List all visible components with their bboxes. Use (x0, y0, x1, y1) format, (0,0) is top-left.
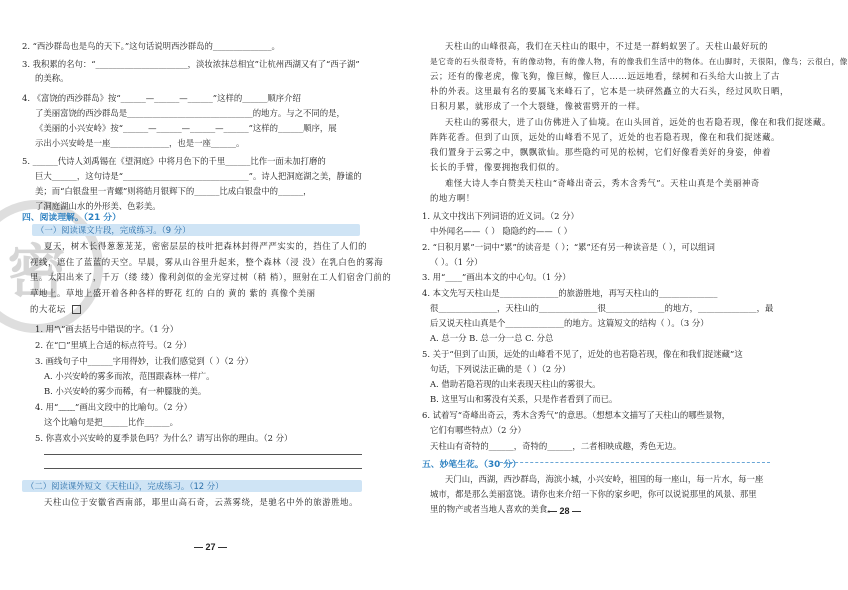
passage-line: 长长的手臂，像要拥抱我们似的。 (430, 162, 565, 172)
q3: 3. 用“____”画出本文的中心句。（1 分） (422, 272, 571, 282)
q4-options: A. 总一分 B. 总一分一总 C. 分总 (430, 333, 554, 343)
writing-prompt: 天门山，西湖，西沙群岛，海滨小城，小兴安岭，祖国的每一座山，每一片水，每一座 (445, 474, 764, 484)
reading-band-1 (32, 224, 360, 236)
reading-question-5: 5. 你喜欢小兴安岭的夏季景色吗？为什么？请写出你的理由。（2 分） (35, 433, 293, 443)
q6: 6. 试着写“奇峰出奇云，秀木含秀气”的意思。（想想本文描写了天柱山的哪些景物， (422, 410, 731, 420)
q1-answers: 中外闻名——（ ） 隐隐约约——（ ） (430, 226, 572, 236)
passage-line: 天柱山的山峰很高，我们在天柱山的眼中，不过是一群蚂蚁罢了。天柱山最好玩的 (445, 41, 769, 51)
fill-question-3-cont: 的美称。 (35, 73, 69, 83)
fill-question-4-cont2: 《美丽的小兴安岭》按“______—______—______—______”这样的______顺序，展 (35, 123, 337, 133)
fill-question-4-cont1: 了美丽富饶的西沙群岛是______________________________的地方。与之不同的是， (35, 108, 345, 118)
page-number: — 27 — (194, 542, 228, 552)
passage-line: 我们置身于云雾之中，飘飘欲仙。那些隐约可见的松树，它们好像看美好的身姿，伸着 (430, 147, 772, 157)
passage-line: 朴的外表。这里最有名的要属飞来峰石了，它本是一块砰然矗立的大石头，经过风吹日晒， (430, 86, 789, 96)
reading-question-3: 3. 画线句子中______字用得妙，让我们感觉到（ ）（2 分） (35, 356, 254, 366)
q1: 1. 从文中找出下列词语的近义词。（2 分） (422, 211, 579, 221)
passage-line: 草地上。草地上盛开着各种各样的野花 红的 白的 黄的 紫的 真像个美丽 (30, 288, 316, 298)
passage-line: 里。太阳出来了，千万（缕 缕）像利剑似的金光穿过树（稍 梢），照射在工人们宿舍门前的 (30, 272, 392, 282)
passage-line: 阵阵花香。但到了山顶，远处的山峰看不见了，近处的也若隐若现，像在和我们捉迷藏。 (430, 132, 781, 142)
q5: 5. 关于“但到了山顶，远处的山峰看不见了，近处的也若隐若现，像在和我们捉迷藏”这 (422, 349, 743, 359)
fill-question-2: 2. “西沙群岛也是鸟的天下。”这句话说明西沙群岛的______________。 (22, 41, 280, 51)
passage-line: 难怪大诗人李白赞美天柱山“奇峰出奇云，秀木含秀气”。天柱山真是个美丽神奇 (445, 178, 760, 188)
reading-band-2 (22, 480, 362, 492)
writing-prompt: 城市，都是那么美丽富饶。请你也来介绍一下你的家乡吧，你可以说说那里的风景、那里 (430, 489, 757, 499)
option-b: B. 这里写山和雾没有关系，只是作者看到了而已。 (430, 394, 618, 404)
section-4-heading: 四、阅读理解。（21 分） (22, 213, 121, 223)
fill-question-5-cont1: 巨大______，这句诗是“______________________________”。诗人把洞庭湖之美，静谧的 (35, 171, 362, 181)
q6-answer: 天柱山有奇特的______，奇特的______，二者相映成趣，秀色无边。 (430, 441, 682, 451)
option-a: A. 小兴安岭的雾多而浓，范围跟森林一样广。 (44, 371, 215, 381)
reading-band-2-title: （二）阅读课外短文《天柱山》，完成练习。（12 分） (26, 481, 224, 491)
passage-line: 天柱山位于安徽省西南部，耶里山高石奇，云蒸雾绕，是驰名中外的旅游胜地。 (44, 497, 359, 507)
q6-cont: 它们有哪些特点）（2 分） (430, 425, 526, 435)
fill-question-5-cont3: 了洞庭湖山水的外形美、色彩美。 (35, 201, 161, 211)
reading-question-4-cont: 这个比喻句是把______比作______。 (44, 417, 178, 427)
q2-cont: （ ）。（1 分） (430, 257, 483, 267)
fill-question-4: 4. 《富饶的西沙群岛》按“______—______—______”这样的______顺序介绍 (22, 93, 301, 103)
q5-cont: 句话，下列说法正确的是（ ）（2 分） (430, 364, 571, 374)
right-page (400, 0, 848, 590)
passage-line: 天柱山的雾很大，进了山仿佛进入了仙境。在山头回首，远处的也若隐若现，像在和我们捉迷藏。 (445, 117, 831, 127)
left-page (0, 0, 400, 590)
seal-stamp: 密 (0, 200, 103, 333)
passage-line: 的大花坛 (30, 304, 66, 314)
page-number: — 28 — (548, 506, 582, 516)
answer-line[interactable] (44, 468, 362, 469)
passage-line: 日积月累，就形成了一个大裂缝，像被雷劈开的一样。 (430, 101, 646, 111)
reading-question-2: 2. 在“□”里填上合适的标点符号。（2 分） (35, 340, 192, 350)
q2: 2. “日积月累”一词中“累”的读音是（ ）；“累”还有另一种读音是（ ），可以组词 (422, 242, 715, 252)
option-a: A. 借助若隐若现的山来表现天柱山的雾很大。 (430, 379, 601, 389)
fill-question-3: 3. 我积累的名句：“______________________，淡妆浓抹总相宜”让杭州西湖又有了“西子湖” (22, 59, 360, 69)
passage-line: 视线，遮住了蓝蓝的天空。早晨，雾从山谷里升起来，整个森林（浸 没）在乳白色的雾海 (30, 257, 384, 267)
passage-line: 云；还有的像老虎，像飞狗，像巨鲸，像巨人……远远地看，绿树和石头给大山披上了古 (430, 71, 781, 81)
section-divider (500, 462, 770, 463)
fill-question-5: 5. ______代诗人刘禹锡在《望洞庭》中将月色下的千里______比作一面未加打磨的 (22, 156, 326, 166)
section-5-heading: 五、妙笔生花。（30 分） (422, 460, 521, 470)
reading-question-4: 4. 用“﹏﹏”画出文段中的比喻句。（2 分） (35, 402, 193, 412)
punctuation-box[interactable] (72, 305, 81, 314)
writing-prompt: 里的物产或者当地人喜欢的美食。 (430, 504, 556, 514)
option-b: B. 小兴安岭的雾少而稀，有一种朦胧的美。 (44, 386, 207, 396)
q4: 4. 本文先写天柱山是______________的旅游胜地，再写天柱山的______________ (422, 288, 718, 298)
passage-line: 夏天，树木长得葱葱茏茏，密密层层的枝叶把森林封得严严实实的，挡住了人们的 (44, 241, 368, 251)
passage-line: 的地方啊！ (430, 193, 475, 203)
answer-line[interactable] (44, 454, 362, 455)
q4-cont2: 后又说天柱山真是个______________的地方。这篇短文的结构（ ）。（3 分） (430, 318, 709, 328)
fill-question-5-cont2: 美；而“白银盘里一青螺”则将皓月银辉下的______比成白银盘中的______， (35, 186, 312, 196)
reading-band-1-title: （一）阅读课文片段，完成练习。（9 分） (36, 225, 191, 235)
q4-cont1: 很______________，天柱山的______________很______________的地方，______________，最 (430, 303, 774, 313)
reading-question-1: 1. 用“\”画去括号中错误的字。（1 分） (35, 324, 179, 334)
passage-line: 是它奇的石头很奇特，有的像动物，有的像人物，有的像我们生活中的物体。在山脚时，天很阳，像鸟；云很白，像 (430, 57, 848, 66)
fill-question-4-cont3: 示出小兴安岭是一座______________，也是一座______。 (35, 138, 245, 148)
